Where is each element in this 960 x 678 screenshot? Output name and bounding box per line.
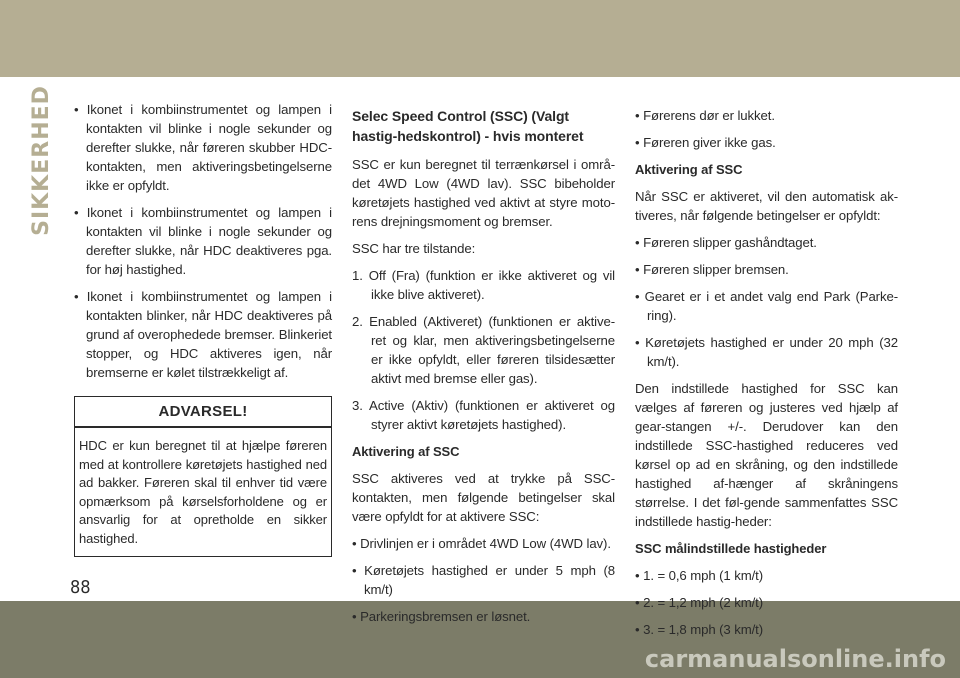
- paragraph: SSC har tre tilstande:: [352, 241, 476, 256]
- list-item: • Ikonet i kombiinstrumentet og lampen i kontakten vil blinke i nogle sekunder og derefter slukke, når HDC deaktiveres pga. for høj hastighed.: [74, 205, 332, 277]
- list-item: • Føreren slipper gashåndtaget.: [635, 235, 817, 250]
- subheading: SSC målindstillede hastigheder: [635, 541, 827, 556]
- list-item: • Ikonet i kombiinstrumentet og lampen i kontakten vil blinke i nogle sekunder og derefter slukke, når føreren skubber HDC-kontakten, men aktiveringsbetingelserne ikke er opfyldt.: [74, 102, 332, 193]
- list-item: • Parkeringsbremsen er løsnet.: [352, 609, 531, 624]
- top-band: [0, 0, 960, 77]
- section-side-label: [28, 84, 54, 236]
- list-item: • Drivlinjen er i området 4WD Low (4WD lav).: [352, 536, 611, 551]
- list-item: • Føreren slipper bremsen.: [635, 262, 789, 277]
- paragraph: Når SSC er aktiveret, vil den automatisk ak-tiveres, når følgende betingelser er opfyldt:: [635, 189, 898, 223]
- warning-title: ADVARSEL!: [75, 397, 331, 428]
- column-middle: [352, 106, 615, 634]
- list-item: • 1. = 0,6 mph (1 km/t): [635, 568, 764, 583]
- list-item: • Gearet er i et andet valg end Park (Parke-ring).: [635, 289, 898, 323]
- subheading: Aktivering af SSC: [352, 444, 460, 459]
- column-left: [74, 100, 332, 557]
- page-number: 88: [70, 577, 91, 598]
- list-item: • Førerens dør er lukket.: [635, 108, 775, 123]
- paragraph: SSC aktiveres ved at trykke på SSC-kontakten, men følgende betingelser skal være opfyldt for at aktivere SSC:: [352, 471, 615, 524]
- section-side-label-text: SIKKERHED: [28, 84, 54, 236]
- watermark: carmanualsonline.info: [644, 645, 946, 673]
- list-item: • Ikonet i kombiinstrumentet og lampen i kontakten blinker, når HDC deaktiveres på grund af overophedede bremser. Blinkeriet stopper, og HDC aktiveres igen, når bremserne er kølet tilstrækkeligt af.: [74, 289, 332, 380]
- list-item: • Køretøjets hastighed er under 5 mph (8 km/t): [352, 563, 615, 597]
- list-item: • Føreren giver ikke gas.: [635, 135, 776, 150]
- subheading: Aktivering af SSC: [635, 162, 743, 177]
- paragraph: SSC er kun beregnet til terrænkørsel i områ-det 4WD Low (4WD lav). SSC bibeholder køretøjets hastighed ved aktivt at styre moto-rens drejningsmoment og bremser.: [352, 157, 615, 229]
- warning-body: HDC er kun beregnet til at hjælpe føreren med at kontrollere køretøjets hastighed ned ad bakker. Føreren skal til enhver tid være opmærksom på kørselsforholdene og er ansvarlig for at opretholde en sikker hastighed.: [79, 438, 327, 546]
- paragraph: Den indstillede hastighed for SSC kan vælges af føreren og justeres ved hjælp af gear-stangen +/-. Derudover kan den indstillede SSC-hastighed reduceres ved kørsel op ad en skråning, og den indstillede hastighed af-hænger af skråningens størrelse. I det føl-gende sammenfattes SSC indstillede hastig-heder:: [635, 381, 898, 529]
- list-item: • 3. = 1,8 mph (3 km/t): [635, 622, 764, 637]
- numbered-item: 2. Enabled (Aktiveret) (funktionen er aktive-ret og klar, men aktiveringsbetingelserne er ikke opfyldt, eller føreren tilsidesætter aktivt med bremse eller gas).: [352, 314, 615, 386]
- list-item: • 2. = 1,2 mph (2 km/t): [635, 595, 764, 610]
- warning-box: [74, 396, 332, 557]
- list-item: • Køretøjets hastighed er under 20 mph (32 km/t).: [635, 335, 898, 369]
- section-heading: Selec Speed Control (SSC) (Valgt hastig-hedskontrol) - hvis monteret: [352, 108, 584, 144]
- numbered-item: 3. Active (Aktiv) (funktionen er aktiveret og styrer aktivt køretøjets hastighed).: [352, 398, 615, 432]
- column-right: [635, 106, 898, 647]
- numbered-item: 1. Off (Fra) (funktion er ikke aktiveret og vil ikke blive aktiveret).: [352, 268, 615, 302]
